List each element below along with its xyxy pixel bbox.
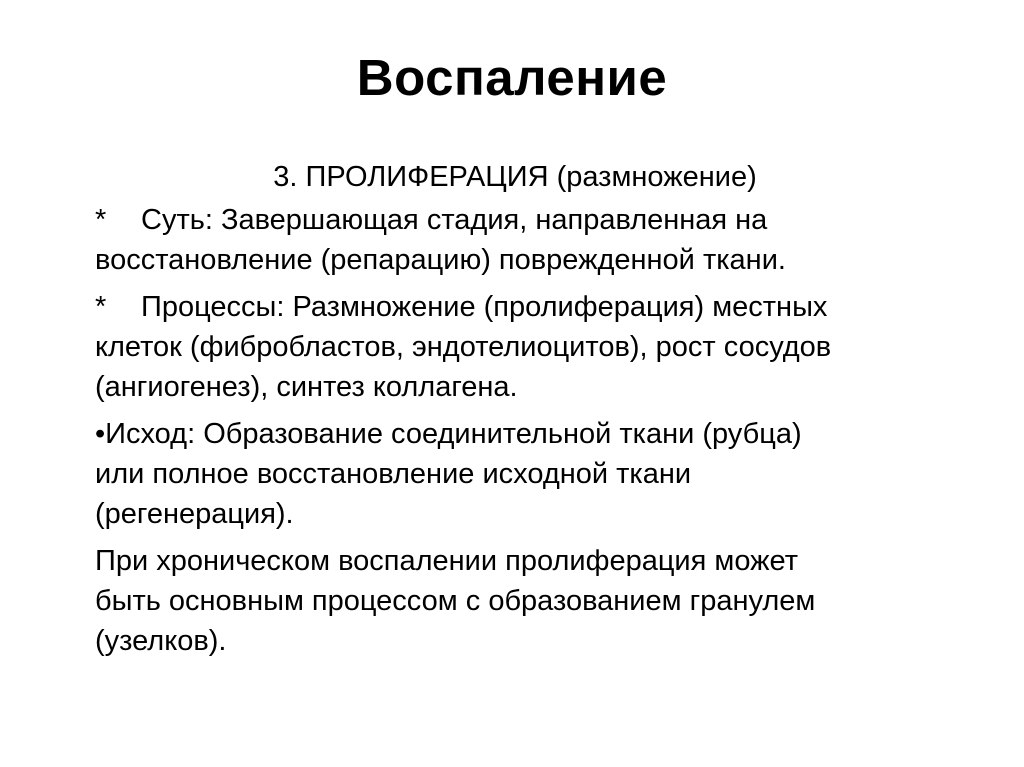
- paragraph-chronic: [95, 541, 975, 661]
- paragraph-line: (ангиогенез), синтез коллагена.: [95, 371, 518, 403]
- paragraph-processes: [95, 287, 975, 407]
- bullet-marker: •: [95, 418, 106, 450]
- paragraph-outcome: [95, 414, 975, 534]
- asterisk-marker: *: [95, 204, 107, 236]
- paragraph-line: клеток (фибробластов, эндотелиоцитов), рост сосудов: [95, 331, 832, 363]
- paragraph-line: (узелков).: [95, 625, 227, 657]
- paragraph-essence: [95, 200, 975, 280]
- paragraph-line: [95, 200, 975, 240]
- paragraph-line: или полное восстановление исходной ткани: [95, 458, 692, 490]
- paragraph-line: быть основным процессом с образованием гранулем: [95, 585, 816, 617]
- asterisk-marker: *: [95, 291, 107, 323]
- paragraph-text: Исход: Образование соединительной ткани (рубца): [105, 418, 802, 450]
- slide-title: Воспаление: [356, 49, 668, 106]
- paragraph-line: (регенерация).: [95, 498, 294, 530]
- slide-body: [95, 157, 975, 668]
- paragraph-line: [95, 287, 975, 327]
- paragraph-text: Процессы: Размножение (пролиферация) местных: [141, 291, 828, 323]
- paragraph-line: При хроническом воспалении пролиферация может: [95, 545, 798, 577]
- section-subtitle: 3. ПРОЛИФЕРАЦИЯ (размножение): [273, 161, 757, 193]
- paragraph-line: восстановление (репарацию) поврежденной ткани.: [95, 244, 786, 276]
- paragraph-text: Суть: Завершающая стадия, направленная на: [141, 204, 768, 236]
- paragraph-line: [95, 414, 975, 454]
